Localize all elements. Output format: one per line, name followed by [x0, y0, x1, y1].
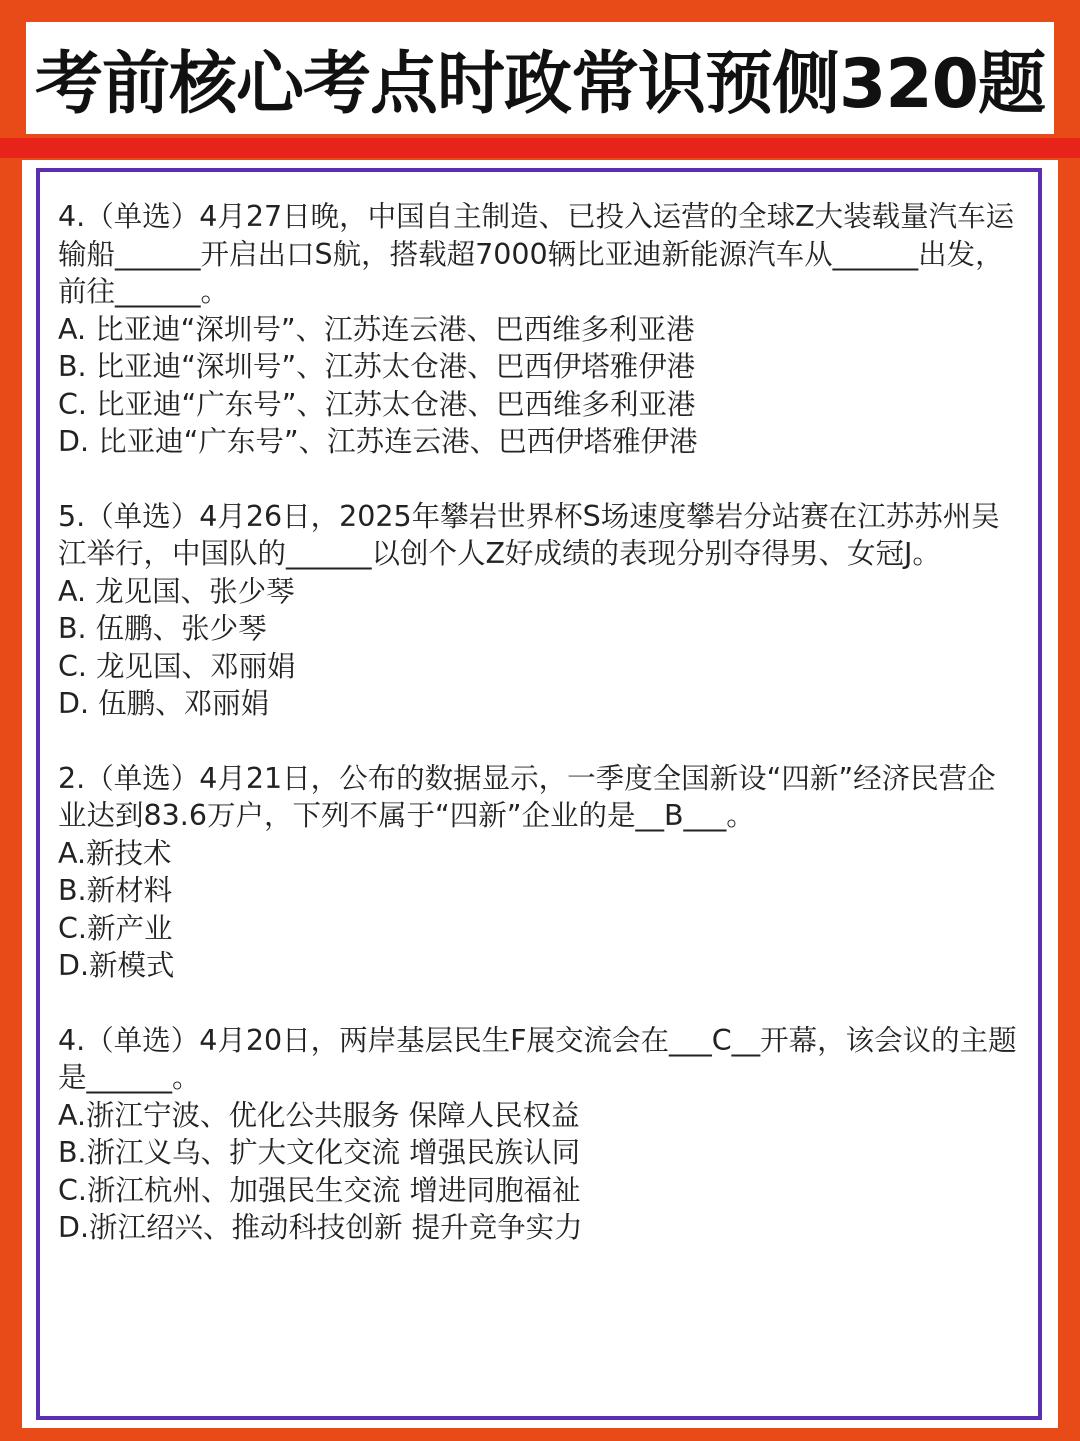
question-frame	[36, 168, 1042, 1420]
option-a: A. 龙见国、张少琴	[58, 574, 295, 608]
option-a: A.浙江宁波、优化公共服务 保障人民权益	[58, 1098, 580, 1132]
option-d: D.新模式	[58, 949, 175, 982]
option-b: B. 伍鹏、张少琴	[58, 612, 267, 645]
option-c: C.浙江杭州、加强民生交流 增进同胞福祉	[58, 1173, 581, 1207]
question-2	[58, 498, 1020, 723]
option-a: A.新技术	[58, 836, 172, 870]
content-card	[22, 160, 1058, 1428]
option-b: B. 比亚迪“深圳号”、江苏太仓港、巴西伊塔雅伊港	[58, 350, 696, 383]
option-a: A. 比亚迪“深圳号”、江苏连云港、巴西维多利亚港	[58, 312, 695, 346]
question-1	[58, 198, 1020, 461]
option-b: B.浙江义乌、扩大文化交流 增强民族认同	[58, 1136, 581, 1169]
option-c: C.新产业	[58, 911, 173, 945]
question-stem: 4.（单选）4月27日晚，中国自主制造、已投入运营的全球Z大装载量汽车运输船______开启出口S航，搭载超7000辆比亚迪新能源汽车从______出发，前往______。	[58, 200, 1015, 308]
option-c: C. 龙见国、邓丽娟	[58, 649, 296, 683]
question-4	[58, 1022, 1020, 1247]
page-title: 考前核心考点时政常识预侧320题	[35, 44, 1045, 124]
question-stem: 2.（单选）4月21日，公布的数据显示，一季度全国新设“四新”经济民营企业达到83.6万户，下列不属于“四新”企业的是__B___。	[58, 761, 996, 832]
title-underline-bar	[0, 138, 1080, 158]
option-d: D. 比亚迪“广东号”、江苏连云港、巴西伊塔雅伊港	[58, 425, 698, 458]
title-banner	[26, 22, 1054, 134]
option-d: D. 伍鹏、邓丽娟	[58, 687, 270, 720]
question-stem: 4.（单选）4月20日，两岸基层民生F展交流会在___C__开幕，该会议的主题是______。	[58, 1023, 1017, 1094]
option-d: D.浙江绍兴、推动科技创新 提升竞争实力	[58, 1211, 583, 1244]
question-3	[58, 760, 1020, 985]
question-stem: 5.（单选）4月26日，2025年攀岩世界杯S场速度攀岩分站赛在江苏苏州吴江举行，中国队的______以创个人Z好成绩的表现分别夺得男、女冠J。	[58, 499, 1000, 570]
option-c: C. 比亚迪“广东号”、江苏太仓港、巴西维多利亚港	[58, 387, 696, 421]
option-b: B.新材料	[58, 874, 173, 907]
